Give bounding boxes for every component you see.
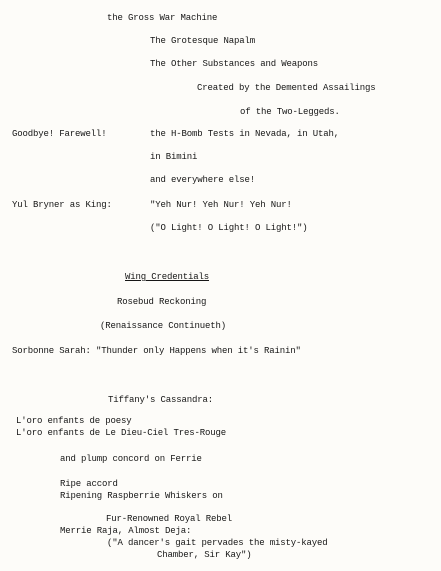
text-line: The Grotesque Napalm <box>150 36 256 46</box>
text-line: Chamber, Sir Kay") <box>157 550 252 560</box>
text-line: ("A dancer's gait pervades the misty-kayed <box>107 538 328 548</box>
text-line: "Yeh Nur! Yeh Nur! Yeh Nur! <box>150 200 292 210</box>
text-line: Created by the Demented Assailings <box>197 83 376 93</box>
text-line: Rosebud Reckoning <box>117 297 207 307</box>
text-line: L'oro enfants de poesy <box>16 416 132 426</box>
text-line: L'oro enfants de Le Dieu-Ciel Tres-Rouge <box>16 428 227 438</box>
text-line: ("O Light! O Light! O Light!") <box>150 223 308 233</box>
text-line: The Other Substances and Weapons <box>150 59 319 69</box>
text-line: Ripe accord <box>60 479 118 489</box>
text-line: Merrie Raja, Almost Deja: <box>60 526 192 536</box>
text-line: of the Two-Leggeds. <box>240 107 340 117</box>
text-line: in Bimini <box>150 152 198 162</box>
text-line: Goodbye! Farewell! <box>12 129 107 139</box>
text-line: Tiffany's Cassandra: <box>108 395 214 405</box>
text-line: and everywhere else! <box>150 175 256 185</box>
text-line: and plump concord on Ferrie <box>60 454 202 464</box>
text-line: Yul Bryner as King: <box>12 200 112 210</box>
text-line: the Gross War Machine <box>107 13 218 23</box>
text-line: Sorbonne Sarah: "Thunder only Happens when it's Rainin" <box>12 346 301 356</box>
section-heading: Wing Credentials <box>125 272 210 282</box>
text-line: Fur-Renowned Royal Rebel <box>106 514 233 524</box>
text-line: Ripening Raspberrie Whiskers on <box>60 491 223 501</box>
text-line: the H-Bomb Tests in Nevada, in Utah, <box>150 129 340 139</box>
text-line: (Renaissance Continueth) <box>100 321 227 331</box>
